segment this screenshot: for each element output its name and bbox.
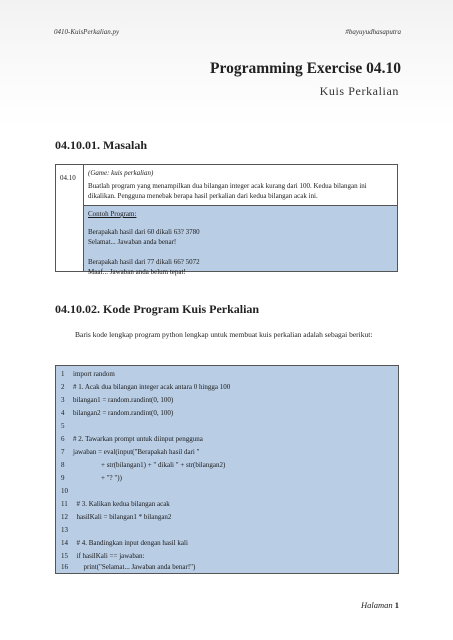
code-text: jawaban = eval(input("Berapakah hasil dari " xyxy=(73,448,200,456)
line-number: 14 xyxy=(61,539,68,547)
problem-description: Buatlah program yang menampilkan dua bilangan integer acak kurang dari 100. Kedua bilangan ini dikalikan. Pengguna menebak berapa hasil perkalian dari kedua bilangan acak ini. xyxy=(88,182,367,200)
code-line xyxy=(56,500,398,513)
line-number: 4 xyxy=(61,409,65,417)
code-text: if hasilKali == jawaban: xyxy=(73,552,145,560)
page-title: Programming Exercise 04.10 xyxy=(210,60,401,77)
code-line xyxy=(56,435,398,448)
code-text: # 4. Bandingkan input dengan hasil kali xyxy=(73,539,188,547)
code-text: # 2. Tawarkan prompt untuk diinput pengguna xyxy=(73,435,203,443)
code-text: import random xyxy=(73,370,115,378)
section-heading-code: 04.10.02. Kode Program Kuis Perkalian xyxy=(55,302,260,316)
line-number: 1 xyxy=(61,370,65,378)
code-text: + str(bilangan1) + " dikali " + str(bilangan2) xyxy=(73,461,226,469)
line-number: 5 xyxy=(61,422,65,430)
footer-label: Halaman xyxy=(360,600,393,610)
code-text: bilangan1 = random.randint(0, 100) xyxy=(73,396,174,404)
code-line xyxy=(56,461,398,474)
example-line: Berapakah hasil dari 77 dikali 66? 5072 xyxy=(88,258,200,266)
code-text: hasilKali = bilangan1 * bilangan2 xyxy=(73,513,172,521)
example-line: Selamat... Jawaban anda benar! xyxy=(88,238,177,246)
code-text: print("Selamat... Jawaban anda benar!") xyxy=(73,563,196,571)
code-line xyxy=(56,422,398,435)
line-number: 13 xyxy=(61,526,68,534)
problem-game-label: (Game: kuis perkalian) xyxy=(88,169,154,177)
section-heading-problem: 04.10.01. Masalah xyxy=(55,138,148,152)
line-number: 7 xyxy=(61,448,65,456)
code-block xyxy=(55,365,399,574)
code-line xyxy=(56,409,398,422)
code-text: bilangan2 = random.randint(0, 100) xyxy=(73,409,174,417)
header-filename: 0410-KuisPerkalian.py xyxy=(54,28,120,36)
example-line: Berapakah hasil dari 60 dikali 63? 3780 xyxy=(88,228,200,236)
code-text: # 1. Acak dua bilangan integer acak antara 0 hingga 100 xyxy=(73,383,231,391)
line-number: 6 xyxy=(61,435,65,443)
problem-table xyxy=(55,164,398,276)
code-line xyxy=(56,383,398,396)
code-line xyxy=(56,513,398,526)
code-line xyxy=(56,539,398,552)
code-line xyxy=(56,526,398,539)
code-text: + "? ")) xyxy=(73,474,122,482)
problem-number: 04.10 xyxy=(60,174,76,182)
line-number: 15 xyxy=(61,552,68,560)
code-text: # 3. Kalikan kedua bilangan acak xyxy=(73,500,170,508)
line-number: 16 xyxy=(61,563,68,571)
code-line xyxy=(56,396,398,409)
line-number: 9 xyxy=(61,474,65,482)
page-number: 1 xyxy=(394,600,399,610)
line-number: 8 xyxy=(61,461,65,469)
line-number: 10 xyxy=(61,487,68,495)
code-line xyxy=(56,448,398,461)
problem-description-cell xyxy=(84,165,397,205)
example-heading: Contoh Program: xyxy=(88,210,137,218)
code-line xyxy=(56,487,398,500)
section-body-text: Baris kode lengkap program python lengkap untuk membuat kuis perkalian adalah sebagai berikut: xyxy=(75,330,373,339)
code-line xyxy=(56,474,398,487)
line-number: 11 xyxy=(61,500,68,508)
code-line xyxy=(56,563,398,576)
line-number: 2 xyxy=(61,383,65,391)
line-number: 12 xyxy=(61,513,68,521)
example-program-cell xyxy=(84,205,397,276)
header-author: #bayuyudhasaputra xyxy=(345,28,401,36)
page-footer xyxy=(361,600,399,610)
problem-number-cell xyxy=(56,165,84,271)
code-line xyxy=(56,370,398,383)
line-number: 3 xyxy=(61,396,65,404)
example-line: Maaf... Jawaban anda belum tepat! xyxy=(88,268,186,276)
page-subtitle: Kuis Perkalian xyxy=(319,84,399,98)
